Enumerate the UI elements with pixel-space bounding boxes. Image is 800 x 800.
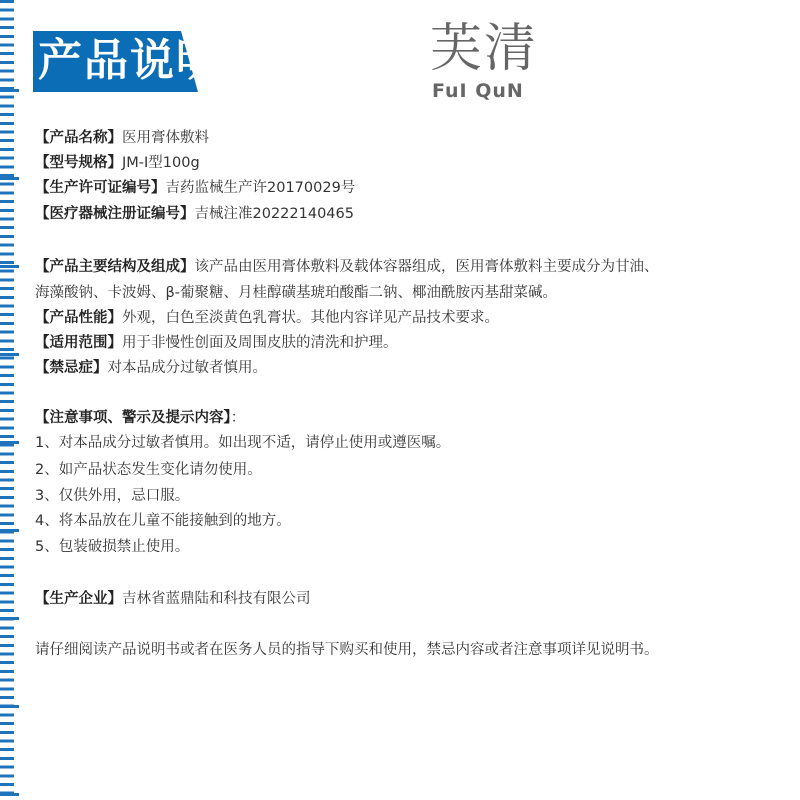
- ruler-major-tick: [0, 441, 19, 444]
- info-line: [35, 204, 354, 224]
- note-line: [35, 511, 291, 531]
- field-label: 【生产许可证编号】: [35, 180, 166, 196]
- field-value: 2、如产品状态发生变化请勿使用。: [35, 462, 262, 478]
- field-value: 1、对本品成分过敏者慎用。如出现不适，请停止使用或遵医嘱。: [35, 435, 451, 451]
- ruler-major-tick: [0, 353, 19, 356]
- note-line: [35, 537, 189, 557]
- info-line: [35, 128, 209, 148]
- detail-line: [35, 333, 398, 353]
- field-label: 【产品性能】: [35, 310, 122, 326]
- ruler-major-tick: [0, 177, 19, 180]
- note-line: [35, 408, 245, 428]
- detail-line: [35, 358, 267, 378]
- field-value: 5、包装破损禁止使用。: [35, 539, 190, 555]
- field-value: 4、将本品放在儿童不能接触到的地方。: [35, 513, 291, 529]
- field-value: 海藻酸钠、卡波姆、β-葡聚糖、月桂醇磺基琥珀酸酯二钠、椰油酰胺丙基甜菜碱。: [35, 285, 557, 301]
- field-value: JM-Ⅰ型100g: [122, 155, 200, 171]
- field-value: 医用膏体敷料: [122, 130, 209, 146]
- side-ruler-decoration: [0, 0, 14, 800]
- field-value: 吉药监械生产许20170029号: [165, 180, 356, 196]
- field-value: 该产品由医用膏体敷料及载体容器组成，医用膏体敷料主要成分为甘油、: [194, 259, 659, 275]
- detail-line: [35, 308, 499, 328]
- field-label: 【注意事项、警示及提示内容】: [35, 410, 231, 426]
- ruler-major-tick: [0, 793, 19, 796]
- detail-line: [35, 257, 659, 277]
- field-label: 【产品名称】: [35, 130, 122, 146]
- field-value: 外观，白色至淡黄色乳膏状。其他内容详见产品技术要求。: [122, 310, 499, 326]
- brand-logo-en: FuI QuN: [432, 80, 524, 102]
- footer-notice: 请仔细阅读产品说明书或者在医务人员的指导下购买和使用，禁忌内容或者注意事项详见说明书。: [35, 642, 659, 658]
- field-value: 对本品成分过敏者慎用。: [107, 360, 267, 376]
- field-value: ：: [230, 410, 246, 426]
- note-line: [35, 486, 189, 506]
- brand-logo-cn: 芙清: [430, 19, 539, 79]
- field-label: 【生产企业】: [35, 591, 122, 607]
- field-value: 吉械注准20222140465: [194, 206, 354, 222]
- manufacturer-line: [35, 589, 311, 609]
- info-line: [35, 178, 355, 198]
- note-line: [35, 433, 450, 453]
- info-line: [35, 153, 200, 173]
- field-label: 【适用范围】: [35, 335, 122, 351]
- field-value: 用于非慢性创面及周围皮肤的清洗和护理。: [122, 335, 398, 351]
- ruler-major-tick: [0, 529, 19, 532]
- field-value: 吉林省蓝鼎陆和科技有限公司: [122, 591, 311, 607]
- page-title: 产品说明: [38, 35, 222, 86]
- field-label: 【禁忌症】: [35, 360, 108, 376]
- ruler-major-tick: [0, 705, 19, 708]
- ruler-major-tick: [0, 89, 19, 92]
- ruler-major-tick: [0, 617, 19, 620]
- field-label: 【产品主要结构及组成】: [35, 259, 195, 275]
- note-line: [35, 460, 262, 480]
- field-label: 【型号规格】: [35, 155, 122, 171]
- detail-line: [35, 283, 557, 303]
- field-value: 3、仅供外用，忌口服。: [35, 488, 190, 504]
- field-label: 【医疗器械注册证编号】: [35, 206, 195, 222]
- ruler-major-tick: [0, 265, 19, 268]
